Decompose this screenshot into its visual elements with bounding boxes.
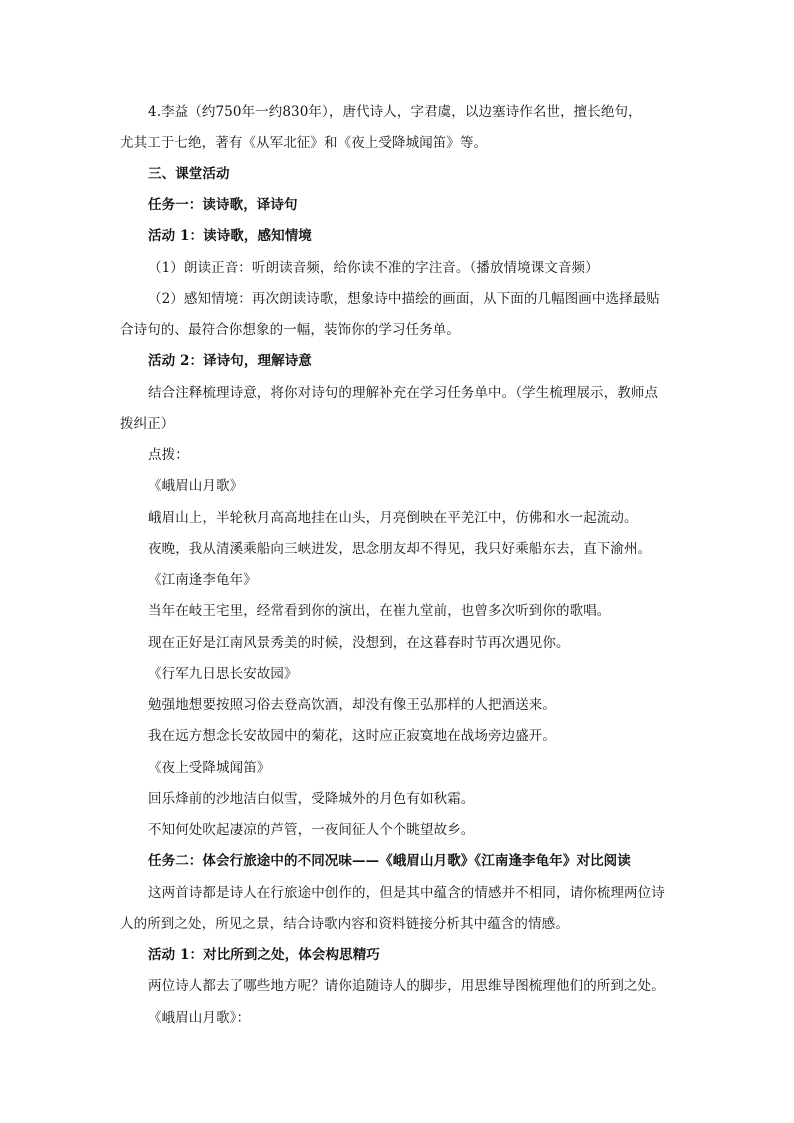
translation-yeshang-2: 不知何处吹起凄凉的芦管，一夜间征人个个眺望故乡。 — [148, 822, 475, 838]
annotation-instruction-line-1: 结合注释梳理诗意，将你对诗句的理解补充在学习任务单中。（学生梳理展示，教师点 — [148, 385, 659, 401]
task-two-heading: 任务二：体会行旅途中的不同况味——《峨眉山月歌》《江南逢李龟年》对比阅读 — [148, 853, 631, 869]
translation-emei-1: 峨眉山上，半轮秋月高高地挂在山头，月亮倒映在平羌江中，仿佛和水一起流动。 — [148, 510, 638, 526]
task-two-intro-line-1: 这两首诗都是诗人在行旅途中创作的，但是其中蕴含的情感并不相同，请你梳理两位诗 — [148, 885, 665, 901]
translation-jiangnan-1: 当年在岐王宅里，经常看到你的演出，在崔九堂前，也曾多次听到你的歌唱。 — [148, 603, 611, 619]
step-perceive-line-1: （2）感知情境：再次朗读诗歌，想象诗中描绘的画面，从下面的几幅图画中选择最贴 — [148, 291, 660, 307]
task-two-intro-line-2: 人的所到之处，所见之景，结合诗歌内容和资料链接分析其中蕴含的情感。 — [120, 916, 569, 932]
task-one-heading: 任务一：读诗歌，译诗句 — [148, 197, 298, 213]
task-two-activity-one-heading: 活动 1：对比所到之处，体会构思精巧 — [148, 947, 380, 963]
poem-title-jiangnan: 《江南逢李龟年》 — [148, 572, 257, 588]
poem-title-emei-mindmap: 《峨眉山月歌》： — [148, 1010, 251, 1026]
activity-one-heading: 活动 1：读诗歌，感知情境 — [148, 228, 312, 244]
poem-title-emei: 《峨眉山月歌》 — [148, 478, 244, 494]
translation-yeshang-1: 回乐烽前的沙地洁白似雪，受降城外的月色有如秋霜。 — [148, 791, 475, 807]
translation-emei-2: 夜晚，我从清溪乘船向三峡进发，思念朋友却不得见，我只好乘船东去，直下渝州。 — [148, 541, 652, 557]
task-two-activity-one-question: 两位诗人都去了哪些地方呢？请你追随诗人的脚步，用思维导图梳理他们的所到之处。 — [148, 978, 665, 994]
guidance-label: 点拨： — [148, 447, 189, 463]
bio-li-yi-line-2: 尤其工于七绝，著有《从军北征》和《夜上受降城闻笛》等。 — [120, 135, 488, 151]
section-heading-classroom-activities: 三、课堂活动 — [148, 166, 230, 182]
translation-xingjun-1: 勉强地想要按照习俗去登高饮酒，却没有像王弘那样的人把酒送来。 — [148, 697, 556, 713]
poem-title-xingjun: 《行军九日思长安故园》 — [148, 666, 298, 682]
annotation-instruction-line-2: 拨纠正） — [120, 416, 175, 432]
activity-two-heading: 活动 2：译诗句，理解诗意 — [148, 353, 312, 369]
bio-li-yi-line-1: 4.李益（约750年一约830年），唐代诗人，字君虞，以边塞诗作名世，擅长绝句， — [148, 104, 642, 120]
step-read-aloud: （1）朗读正音：听朗读音频，给你读不准的字注音。（播放情境课文音频） — [148, 260, 599, 276]
translation-xingjun-2: 我在远方想念长安故园中的菊花，这时应正寂寞地在战场旁边盛开。 — [148, 728, 556, 744]
step-perceive-line-2: 合诗句的、最符合你想象的一幅，装饰你的学习任务单。 — [120, 322, 460, 338]
translation-jiangnan-2: 现在正好是江南风景秀美的时候，没想到，在这暮春时节再次遇见你。 — [148, 635, 570, 651]
poem-title-yeshang: 《夜上受降城闻笛》 — [148, 760, 271, 776]
